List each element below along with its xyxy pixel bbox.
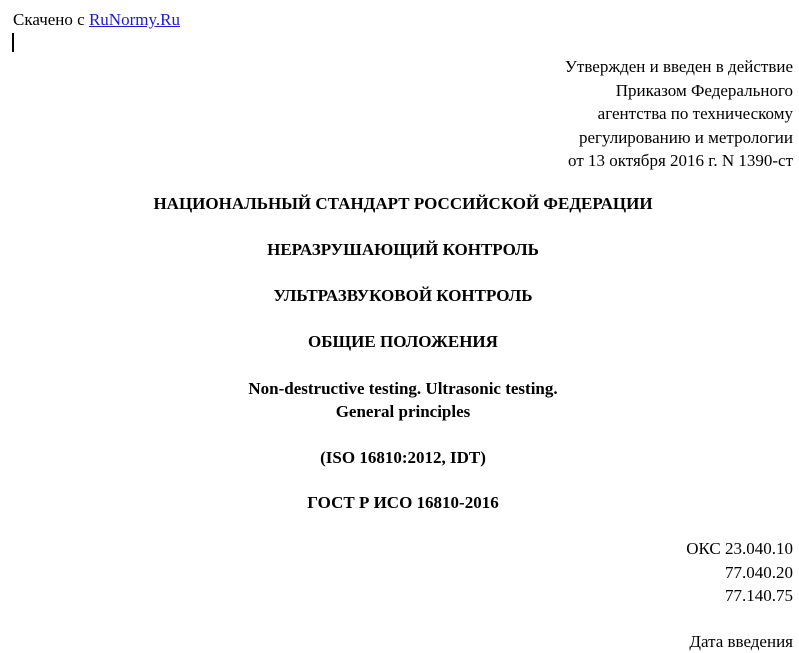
national-standard-heading: НАЦИОНАЛЬНЫЙ СТАНДАРТ РОССИЙСКОЙ ФЕДЕРАЦИИ	[153, 194, 653, 213]
english-title-line1: Non-destructive testing. Ultrasonic testing.	[248, 379, 558, 398]
ndt-heading: НЕРАЗРУШАЮЩИЙ КОНТРОЛЬ	[267, 240, 539, 259]
classification-block	[686, 537, 793, 608]
text-cursor	[12, 33, 14, 52]
approval-line: Утвержден и введен в действие	[564, 57, 793, 76]
gost-number: ГОСТ Р ИСО 16810-2016	[307, 493, 499, 512]
approval-line: регулированию и метрологии	[578, 127, 793, 147]
oks-code: ОКС 23.040.10	[686, 539, 793, 558]
english-title-line2: General principles	[335, 402, 471, 421]
iso-reference: (ISO 16810:2012, IDT)	[320, 448, 486, 467]
runormy-link[interactable]: RuNormy.Ru	[88, 10, 180, 29]
approval-line: от 13 октября 2016 г. N 1390-ст	[568, 151, 793, 170]
ultrasonic-heading: УЛЬТРАЗВУКОВОЙ КОНТРОЛЬ	[273, 286, 533, 305]
intro-date-label: Дата введения	[689, 632, 793, 651]
approval-line: Приказом Федерального	[615, 80, 793, 100]
source-prefix: Скачено с	[13, 10, 89, 29]
general-heading: ОБЩИЕ ПОЛОЖЕНИЯ	[308, 332, 498, 351]
approval-block	[433, 55, 793, 173]
source-line	[13, 9, 180, 31]
oks-code: 77.140.75	[725, 586, 793, 605]
approval-line: агентства по техническому	[597, 104, 793, 123]
oks-code: 77.040.20	[725, 562, 793, 582]
